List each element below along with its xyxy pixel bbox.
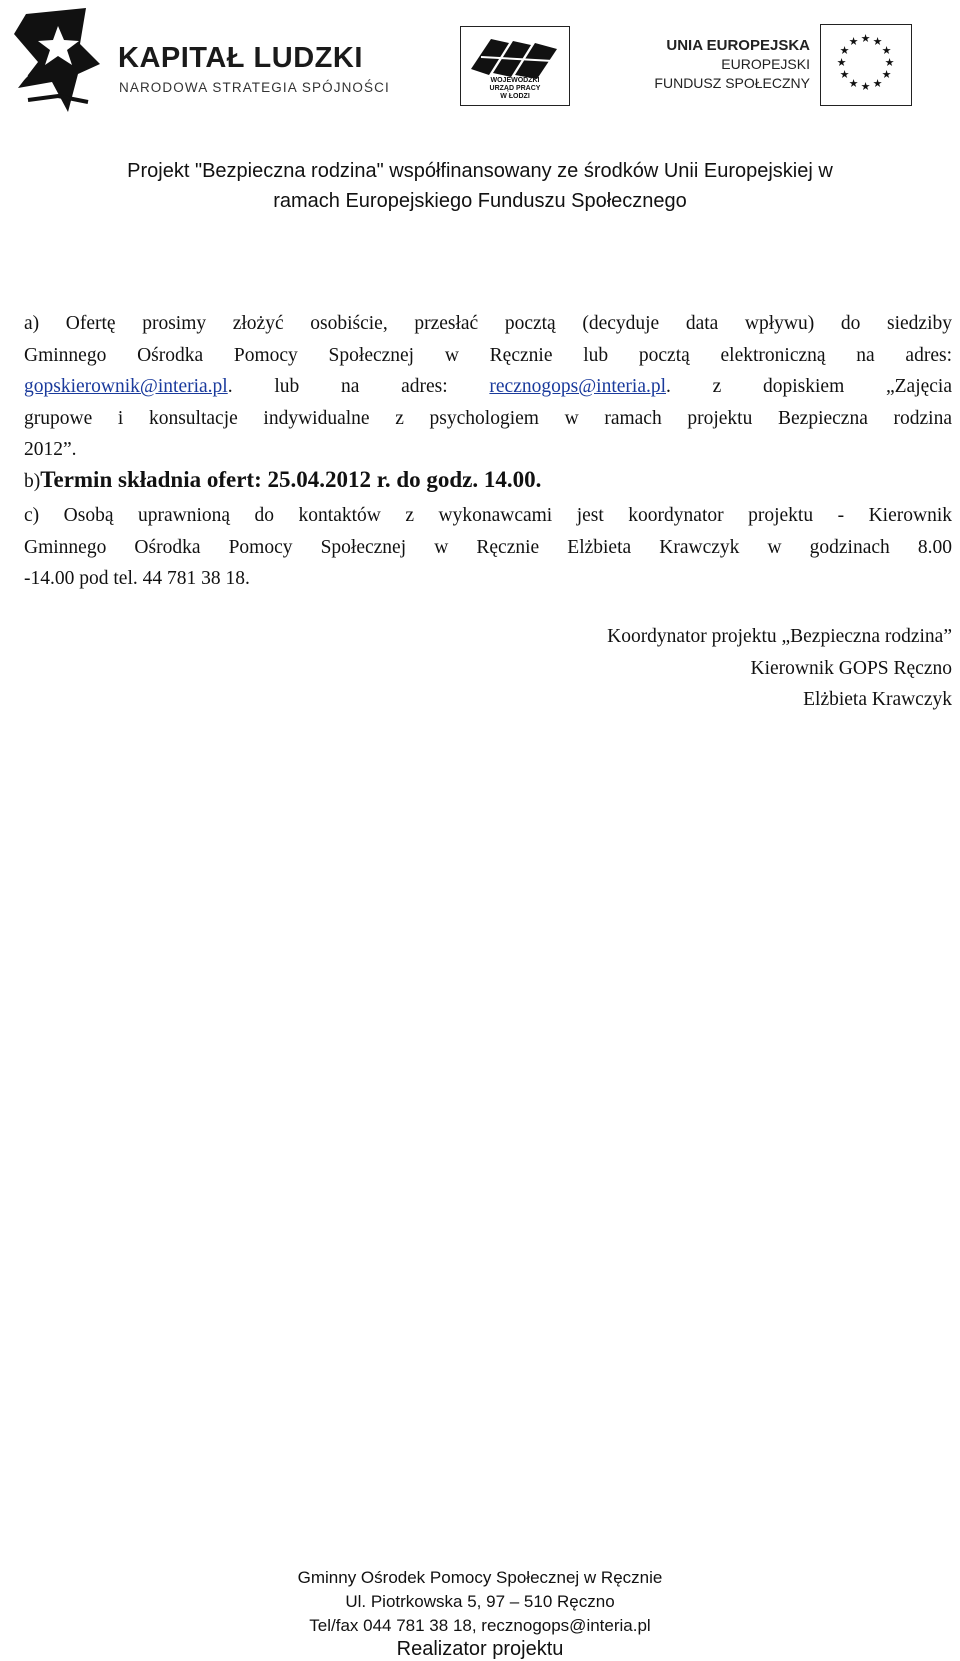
section-b-prefix: b) bbox=[24, 471, 41, 492]
wup-logo bbox=[460, 26, 570, 106]
section-a-line-4: grupowe i konsultacje indywidualne z psychologiem w ramach projektu Bezpieczna rodzina bbox=[24, 407, 952, 429]
ue-line-1: UNIA EUROPEJSKA bbox=[666, 37, 810, 54]
svg-text:★: ★ bbox=[860, 80, 871, 93]
header-logos bbox=[0, 0, 960, 120]
section-a-line-2: Gminnego Ośrodka Pomocy Społecznej w Ręcznie lub pocztą elektroniczną na adres: bbox=[24, 344, 952, 366]
svg-text:★: ★ bbox=[872, 35, 883, 48]
section-a-line-5: 2012”. bbox=[24, 439, 77, 460]
ue-line-2: EUROPEJSKI bbox=[721, 56, 810, 72]
wup-line-2: URZĄD PRACY bbox=[489, 85, 541, 92]
project-title-line-1: Projekt "Bezpieczna rodzina" współfinansowany ze środków Unii Europejskiej w bbox=[127, 160, 833, 182]
section-c-line-1: c) Osobą uprawnioną do kontaktów z wykonawcami jest koordynator projektu - Kierownik bbox=[24, 505, 952, 526]
svg-text:★: ★ bbox=[836, 56, 847, 69]
email-link-recznogops[interactable]: recznogops@interia.pl bbox=[489, 376, 667, 397]
kapital-ludzki-title: KAPITAŁ LUDZKI bbox=[118, 42, 363, 74]
svg-text:★: ★ bbox=[848, 35, 859, 48]
section-a-between: . lub na adres: bbox=[227, 376, 448, 397]
wup-line-3: W ŁODZI bbox=[500, 93, 530, 100]
svg-text:★: ★ bbox=[881, 44, 892, 57]
svg-text:★: ★ bbox=[839, 44, 850, 57]
section-a-line-1: a) Ofertę prosimy złożyć osobiście, przesłać pocztą (decyduje data wpływu) do siedziby bbox=[24, 313, 952, 334]
svg-text:★: ★ bbox=[839, 68, 850, 81]
wup-line-1: WOJEWÓDZKI bbox=[490, 77, 540, 84]
svg-text:★: ★ bbox=[848, 77, 859, 90]
section-b-line bbox=[24, 464, 952, 498]
ue-line-3: FUNDUSZ SPOŁECZNY bbox=[654, 75, 810, 91]
footer-line-1: Gminny Ośrodek Pomocy Społecznej w Ręcznie bbox=[297, 1568, 663, 1587]
footer bbox=[0, 1566, 960, 1638]
footer-realizator: Realizator projektu bbox=[396, 1638, 564, 1660]
svg-text:★: ★ bbox=[884, 56, 895, 69]
section-a-after: . z dopiskiem „Zajęcia bbox=[666, 376, 952, 397]
svg-text:★: ★ bbox=[872, 77, 883, 90]
email-link-gopskierownik[interactable]: gopskierownik@interia.pl bbox=[24, 376, 228, 397]
section-c-line-2: Gminnego Ośrodka Pomocy Społecznej w Ręcznie Elżbieta Krawczyk w godzinach 8.00 bbox=[24, 536, 952, 558]
wup-emblem-icon bbox=[461, 31, 568, 81]
section-c bbox=[24, 500, 952, 595]
section-a-line-3 bbox=[24, 371, 952, 403]
kapital-ludzki-logo-icon bbox=[8, 4, 108, 116]
section-a bbox=[24, 308, 952, 466]
signature-line-1: Koordynator projektu „Bezpieczna rodzina” bbox=[607, 626, 952, 647]
eu-stars-icon bbox=[821, 25, 910, 104]
kapital-ludzki-subtitle: NARODOWA STRATEGIA SPÓJNOŚCI bbox=[119, 80, 390, 95]
signature-block bbox=[472, 621, 952, 716]
footer-line-3: Tel/fax 044 781 38 18, recznogops@interia.pl bbox=[309, 1616, 651, 1635]
ue-text-block bbox=[640, 36, 810, 93]
section-c-line-3: -14.00 pod tel. 44 781 38 18. bbox=[24, 568, 250, 589]
section-b-deadline: Termin składnia ofert: 25.04.2012 r. do godz. 14.00. bbox=[40, 467, 542, 492]
section-b bbox=[24, 464, 952, 498]
wup-label bbox=[461, 77, 569, 101]
footer-line-2: Ul. Piotrkowska 5, 97 – 510 Ręczno bbox=[345, 1592, 615, 1611]
svg-text:★: ★ bbox=[881, 68, 892, 81]
eu-flag-logo bbox=[820, 24, 912, 106]
signature-line-2: Kierownik GOPS Ręczno bbox=[750, 657, 952, 679]
signature-line-3: Elżbieta Krawczyk bbox=[803, 689, 952, 710]
project-title-line-2: ramach Europejskiego Funduszu Społecznego bbox=[273, 190, 687, 212]
svg-text:★: ★ bbox=[860, 32, 871, 45]
